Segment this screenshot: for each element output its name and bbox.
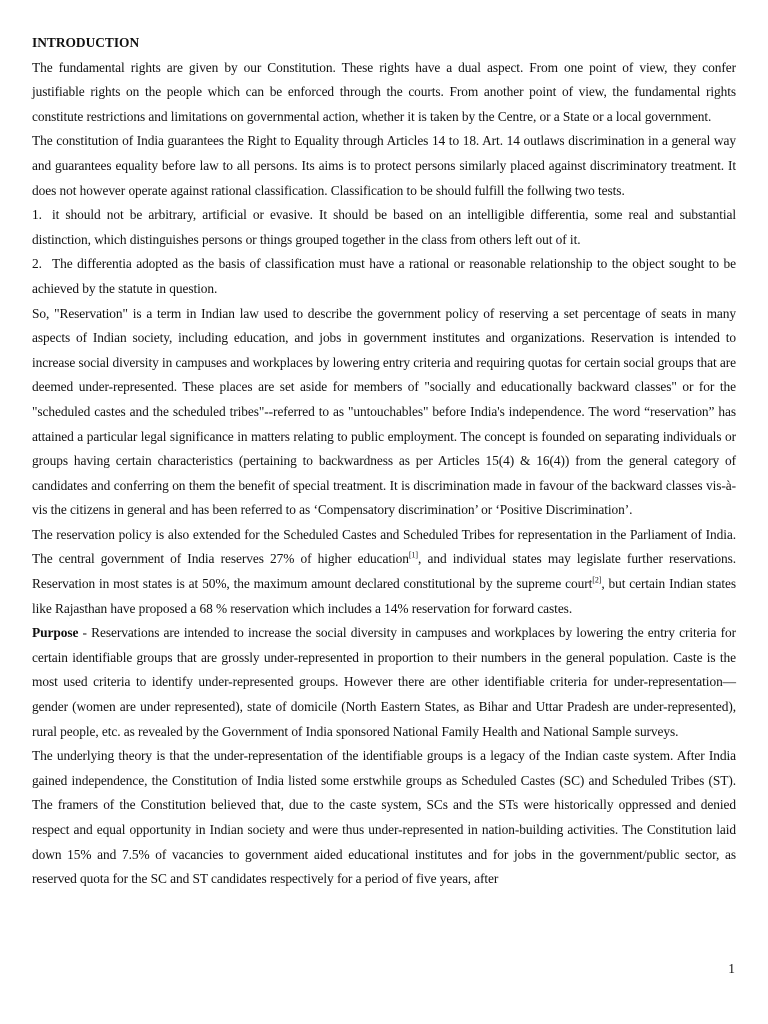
paragraph-reservation-policy — [32, 523, 736, 621]
list-number: 1. — [32, 207, 42, 223]
list-item-test-2 — [32, 252, 736, 301]
section-heading: INTRODUCTION — [32, 35, 140, 50]
list-text: it should not be arbitrary, artificial or evasive. It should be based on an intelligible differentia, some real and substantial distinction, which distinguishes persons or things grouped together in the class from others left out of it. — [32, 207, 736, 247]
footnote-ref-2[interactable]: [2] — [592, 575, 602, 585]
paragraph-purpose — [32, 621, 736, 744]
list-item-test-1 — [32, 203, 736, 252]
paragraph-reservation-definition: So, "Reservation" is a term in Indian law used to describe the government policy of reserving a set percentage of seats in many aspects of Indian society, including education, and jobs in government institutes and organizations. Reservation is intended to increase social diversity in campuses and workplaces by lowering entry criteria and requiring quotas for certain social groups that are deemed under-represented. These places are set aside for members of "socially and educationally backward classes" or for the "scheduled castes and the scheduled tribes"--referred to as "untouchables" before India's independence. The word “reservation” has attained a particular legal significance in matters relating to public employment. The concept is founded on separating individuals or groups having certain characteristics (pertaining to backwardness as per Articles 15(4) & 16(4)) from the general category of candidates and conferring on them the benefit of special treatment. It is discrimination made in favour of the backward classes vis-à-vis the citizens in general and has been referred to as ‘Compensatory discrimination’ or ‘Positive Discrimination’. — [32, 305, 736, 518]
paragraph-underlying-theory: The underlying theory is that the under-representation of the identifiable groups is a legacy of the Indian caste system. After India gained independence, the Constitution of India listed some erstwhile groups as Scheduled Castes (SC) and Scheduled Tribes (ST). The framers of the Constitution believed that, due to the caste system, SCs and the STs were historically oppressed and denied respect and equal opportunity in Indian society and were thus under-represented in nation-building activities. The Constitution laid down 15% and 7.5% of vacancies to government aided educational institutes and for jobs in the government/public sector, as reserved quota for the SC and ST candidates respectively for a period of five years, after — [32, 748, 736, 887]
list-number: 2. — [32, 256, 42, 272]
paragraph-text: - Reservations are intended to increase the social diversity in campuses and workplaces by lowering the entry criteria for certain identifiable groups that are grossly under-represented in proportion to their numbers in the general population. Caste is the most used criteria to identify under-represented groups. However there are other identifiable criteria for under-representation—gender (women are under represented), state of domicile (North Eastern States, as Bihar and Uttar Pradesh are under-represented), rural people, etc. as revealed by the Government of India sponsored National Family Health and National Sample surveys. — [32, 625, 736, 739]
paragraph-text: , and individual states may legislate further reservations. Reservation in most states is at 50%, the maximum amount declared constitutional by the supreme court — [32, 551, 736, 592]
paragraph-text: , but certain Indian states like Rajasthan have proposed a 68 % reservation which includes a 14% reservation for forward castes. — [32, 576, 737, 616]
footnote-ref-1[interactable]: [1] — [408, 551, 419, 560]
paragraph-right-to-equality: The constitution of India guarantees the Right to Equality through Articles 14 to 18. Art. 14 outlaws discrimination in a general way and guarantees equality before law to all persons. Its aims is to protect persons similarly placed against discriminatory treatment. It does not however operate against rational classification. Classification to be should fulfill the follwing two tests. — [32, 133, 736, 198]
purpose-label: Purpose — [32, 625, 79, 641]
paragraph-text: The reservation policy is also extended for the Scheduled Castes and Scheduled Tribes for representation in the Parliament of India. The central government of India reserves 27% of higher education — [32, 526, 736, 567]
list-text: The differentia adopted as the basis of classification must have a rational or reasonable relationship to the object sought to be achieved by the statute in question. — [32, 256, 736, 296]
paragraph-fundamental-rights: The fundamental rights are given by our Constitution. These rights have a dual aspect. From one point of view, they confer justifiable rights on the people which can be enforced through the courts. From another point of view, the fundamental rights constitute restrictions and limitations on governmental action, whether it is taken by the Centre, or a State or a local government. — [32, 59, 736, 124]
page-number: 1 — [728, 961, 735, 976]
